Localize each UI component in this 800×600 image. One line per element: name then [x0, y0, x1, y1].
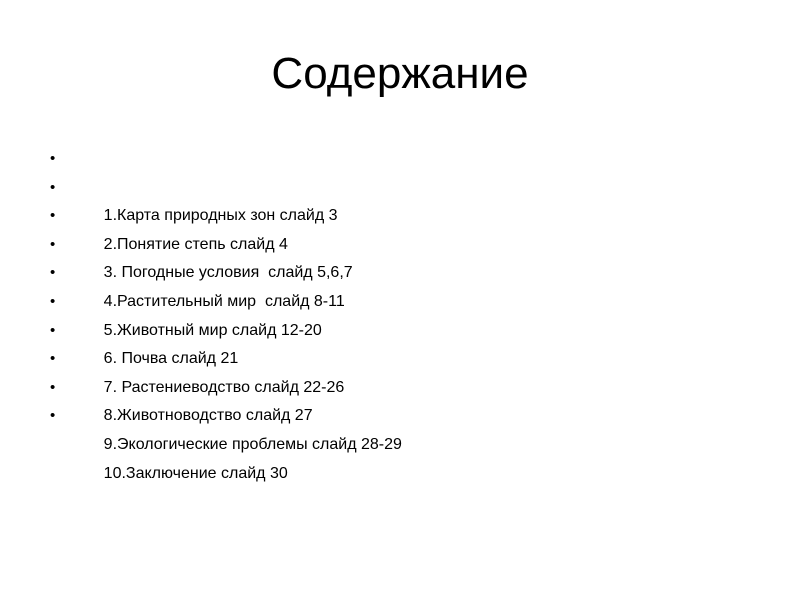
bullet-icon: • — [50, 321, 56, 339]
bullet-icon: • — [50, 264, 56, 282]
table-of-contents-list — [40, 145, 402, 482]
bullet-icon: • — [50, 235, 56, 253]
bullet-icon: • — [50, 207, 56, 225]
bullet-icon: • — [50, 378, 56, 396]
list-item-text: 1.Карта природных зон слайд 3 — [103, 207, 338, 225]
slide-title: Содержание — [271, 49, 529, 98]
list-item — [40, 145, 402, 225]
list-item-text: 9.Экологические проблемы слайд 28-29 — [103, 435, 402, 453]
bullet-icon: • — [50, 350, 56, 368]
list-item-text: 6. Почва слайд 21 — [103, 350, 239, 368]
bullet-icon: • — [50, 407, 56, 425]
list-item-text: 7. Растениеводство слайд 22-26 — [103, 378, 345, 396]
bullet-icon: • — [50, 178, 56, 196]
list-item-text: 8.Животноводство слайд 27 — [103, 407, 313, 425]
list-item-text: 3. Погодные условия слайд 5,6,7 — [103, 264, 353, 282]
list-item-text: 2.Понятие степь слайд 4 — [103, 235, 288, 253]
list-item-text: 10.Заключение слайд 30 — [103, 464, 288, 482]
list-item-text: 4.Растительный мир слайд 8-11 — [103, 292, 345, 310]
bullet-icon: • — [50, 150, 56, 167]
list-item-text: 5.Животный мир слайд 12-20 — [103, 321, 322, 339]
bullet-icon: • — [50, 292, 56, 310]
